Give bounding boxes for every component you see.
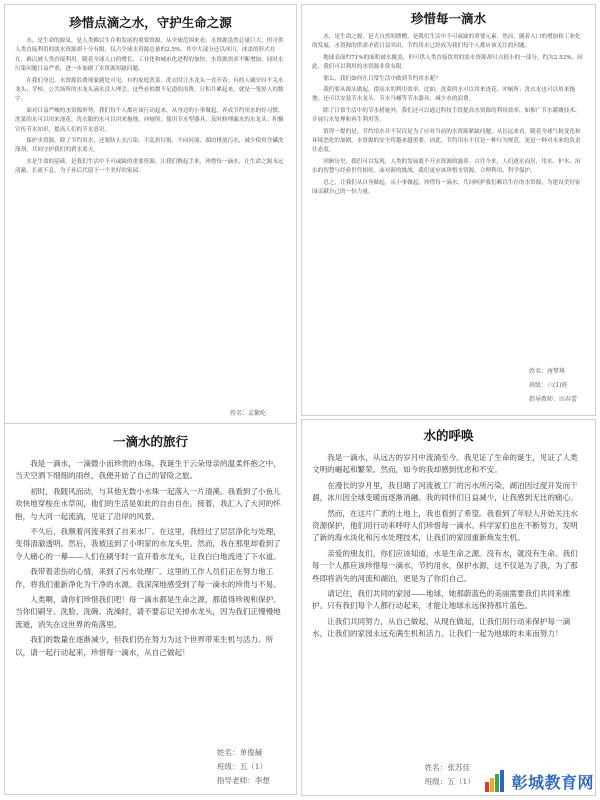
paragraph: 除了日常生活中的节水措施外，我们还可以通过科技手段提高水资源的利用效率，如推广节水灌溉技术、开展污水处理和再生利用等。 — [312, 107, 581, 124]
paragraph: 我是一滴水，一滴微小而珍贵的水珠。我诞生于云朵母亲的温柔怀抱之中，当天空洒下细细的雨丝，我便开始了自己的冒险之旅。 — [15, 459, 281, 481]
paragraph: 亲爱的朋友们，你们应该知道，水是生命之源。没有水，就没有生命。我们每一个人都应该珍惜每一滴水，节约用水，保护水源，这不仅是为了我，为了那些即将消失的河流和湖泊，更是为了你们自己。 — [312, 548, 578, 583]
essay-title: 珍惜点滴之水，守护生命之源 — [69, 15, 232, 30]
paragraph: 我带着悲伤的心情，来到了污水处理厂。这里的工作人员们正在努力地工作，将我们重新净化为干净的水源。我深深地感受到了每一滴水的珍贵与不易。 — [15, 567, 281, 589]
author-class: 班级：五（1） — [424, 777, 475, 786]
author-name: 姓名：孟繁屹 — [229, 410, 266, 417]
paragraph: 我是一滴水，从远古的岁月中流淌至今。我见证了生命的诞生，见证了人类文明的崛起和繁荣。然而，如今的我却感到忧虑和不安。 — [312, 453, 578, 475]
paragraph: 让我们共同努力，从自己做起，从现在做起，让我们用行动来保护每一滴水，让我们的家园永远充满生机和活力。让我们一起为地球的未来而努力！ — [312, 616, 571, 639]
essay-page-1 — [4, 4, 297, 424]
essay-title: 一滴水的旅行 — [112, 434, 188, 449]
paragraph: 保护水资源，除了节约用水，还要防止水污染。不乱扔垃圾，不向河流、湖泊排放污水，减少使用含磷洗涤剂，共同守护我们的碧水蓝天。 — [15, 138, 284, 154]
paragraph: 面对日益严峻的水资源形势，我们每个人都应该行动起来，从身边的小事做起，养成节约用水的好习惯。洗菜的水可以用来浇花，洗衣服的水可以用来拖地、冲厕所；使用节水型器具，及时修理漏水的水龙头；积极宣传节水知识，提高人们的节水意识。 — [15, 107, 284, 133]
author-teacher: 指导老师：李想 — [216, 776, 270, 785]
paragraph: 请记住，我们共同的家园——地球，她那蔚蓝色的美丽需要我们共同来维护。只有我们每个人都行动起来，才能让地球永远保持那片蓝色。 — [312, 589, 571, 611]
essay-title: 珍惜每一滴水 — [410, 11, 486, 26]
paragraph: 不久后，我顺着河流来到了自来水厂。在这里，我经过了层层净化与处理，变得清澈透明。然后，我被送到了小明家的水龙头里。然而，我在那里却看到了令人痛心的一幕——人们在刷牙时一直开着水龙头，让我白白地流进了下水道。 — [15, 527, 281, 561]
essay-title: 水的呼唤 — [423, 428, 474, 443]
paragraph: 在我们身边，水资源浪费现象随处可见。有的家庭洗菜、洗衣时让水龙头一直开着；有的人刷牙时不关水龙头；学校、公共场所的水龙头滴水没人理会。这些看似微不足道的浪费，日积月累起来，就是一笔惊人的数字。 — [15, 77, 284, 103]
author-name: 姓名：唐梦琪 — [528, 368, 565, 375]
signature-block — [217, 746, 270, 788]
paragraph: 人类啊，请你们珍惜我们吧！每一滴水都是生命之源，都值得珍视和保护。当你们刷牙、洗脸、洗碗、洗澡时，请不要忘记关掉水龙头，因为我们正慢慢地流逝，消失在这世界的角落里。 — [15, 595, 281, 629]
author-teacher: 指导教师：田春蕾 — [528, 396, 577, 403]
paragraph: 值得一提的是，节约用水并不仅仅是为了应对当前的水资源紧缺问题，从长远来看，随着全球气候变化和环境恶化的加剧，水资源的安全将越来越重要。因此，节约用水不仅是一种行为规范，更是一种对未来的负责任态度。 — [312, 128, 581, 154]
author-name: 姓名：张苏佳 — [424, 763, 471, 772]
paragraph: 水是生命的基础，是我们生活中不可或缺的重要资源。让我们携起手来，珍惜每一滴水，让生命之源永远清澈、长流不息，为子孙后代留下一个美好的家园。 — [15, 158, 284, 175]
paragraph: 在漫长的岁月里，我目睹了河流被工厂的污水所污染，湖泊因过度开发而干涸，冰川因全球变暖而逐渐消融。我的同伴们日益减少，让我感到无比的痛心。 — [312, 480, 578, 503]
paragraph: 水，是生命的源泉，是人类赖以生存和发展的重要资源。从全球范围来看，水资源虽然总量巨大，但可供人类直接利用的淡水资源却十分有限，仅占全球水资源总量的2.5%，其中大部分还以冰川、冰盖的形式存在，难以被人类直接利用。随着全球人口的增长、工业化和城市化进程的加快，水资源需求不断增加，同时水污染问题日益严重，进一步加剧了水资源短缺问题。 — [15, 38, 284, 73]
paragraph: 我们要从源头做起，提高水的利用效率。比如，洗菜的水可以用来浇花、冲厕所；洗衣水也可以用来拖地；还可以安装节水龙头、节水马桶等节水器具，减少水的浪费。 — [312, 87, 575, 103]
book-logo-icon — [482, 768, 508, 794]
watermark-text: 彰城教育网 — [511, 772, 594, 792]
paragraph: 然而，在这片广袤的土地上，我也看到了希望。我看到了年轻人开始关注水资源保护，他们用行动来呼吁人们珍惜每一滴水。科学家们也在不断努力，发明了新的海水淡化和污水处理技术，让我们的家园重新焕发生机。 — [312, 508, 578, 543]
paragraph: 那么，我们如何在日常生活中做到节约用水呢？ — [323, 75, 441, 82]
author-class: 班级：五（1） — [216, 762, 268, 771]
paragraph: 水，是生命之源，是大自然的馈赠，是我们生活中不可或缺的重要元素。然而，随着人口的增加和工业化的发展，水资源的供需矛盾日益突出，节约用水已经成为我们每个人都应该关注的问题。 — [312, 34, 581, 50]
author-class: 班级：六(1)班 — [528, 382, 568, 389]
site-watermark — [482, 768, 594, 794]
essay-body — [5, 37, 296, 177]
essay-page-2 — [301, 4, 596, 416]
essay-body — [302, 33, 595, 198]
signature-block — [529, 365, 577, 407]
paragraph: 总之，让我们从自身做起，从小事做起，珍惜每一滴水，共同呵护我们赖以生存的水资源，为建设美好家园贡献自己的一份力量。 — [312, 179, 581, 196]
essay-body — [5, 458, 296, 659]
signature-block — [230, 408, 266, 417]
signature-block — [425, 761, 475, 789]
paragraph: 我们的数量在逐渐减少，但我们仍在努力为这个世界带来生机与活力。所以，请一起行动起来，珍惜每一滴水，从自己做起！ — [15, 635, 274, 657]
essay-page-3 — [4, 423, 297, 795]
essay-page-4 — [301, 419, 596, 796]
paragraph: 初时，我随风而动，与其他无数小水珠一起落入一片清溪。我看到了小鱼儿欢快地穿梭在水草间，他们的生活是如此的自由自在。接着，我汇入了大河的怀抱，与大河一起流淌，见证了沿岸的风景。 — [15, 486, 281, 521]
paragraph: 地球表面约71%的面积被水覆盖，但可供人类直接饮用的淡水资源却只占很小的一部分，约为2.53%。因此，我们可以利用的水资源非常有限。 — [312, 54, 583, 71]
paragraph: 回顾历史，我们可以发现，人类的发展离不开水资源的滋养。古往今来，人们逐水而居，用水、护水、治水的智慧与经验世代相传。面对新的挑战，我们更应该珍惜水资源，合理利用，科学保护。 — [312, 158, 581, 175]
essay-body — [302, 452, 595, 641]
author-name: 姓名：单俊赫 — [216, 748, 263, 757]
